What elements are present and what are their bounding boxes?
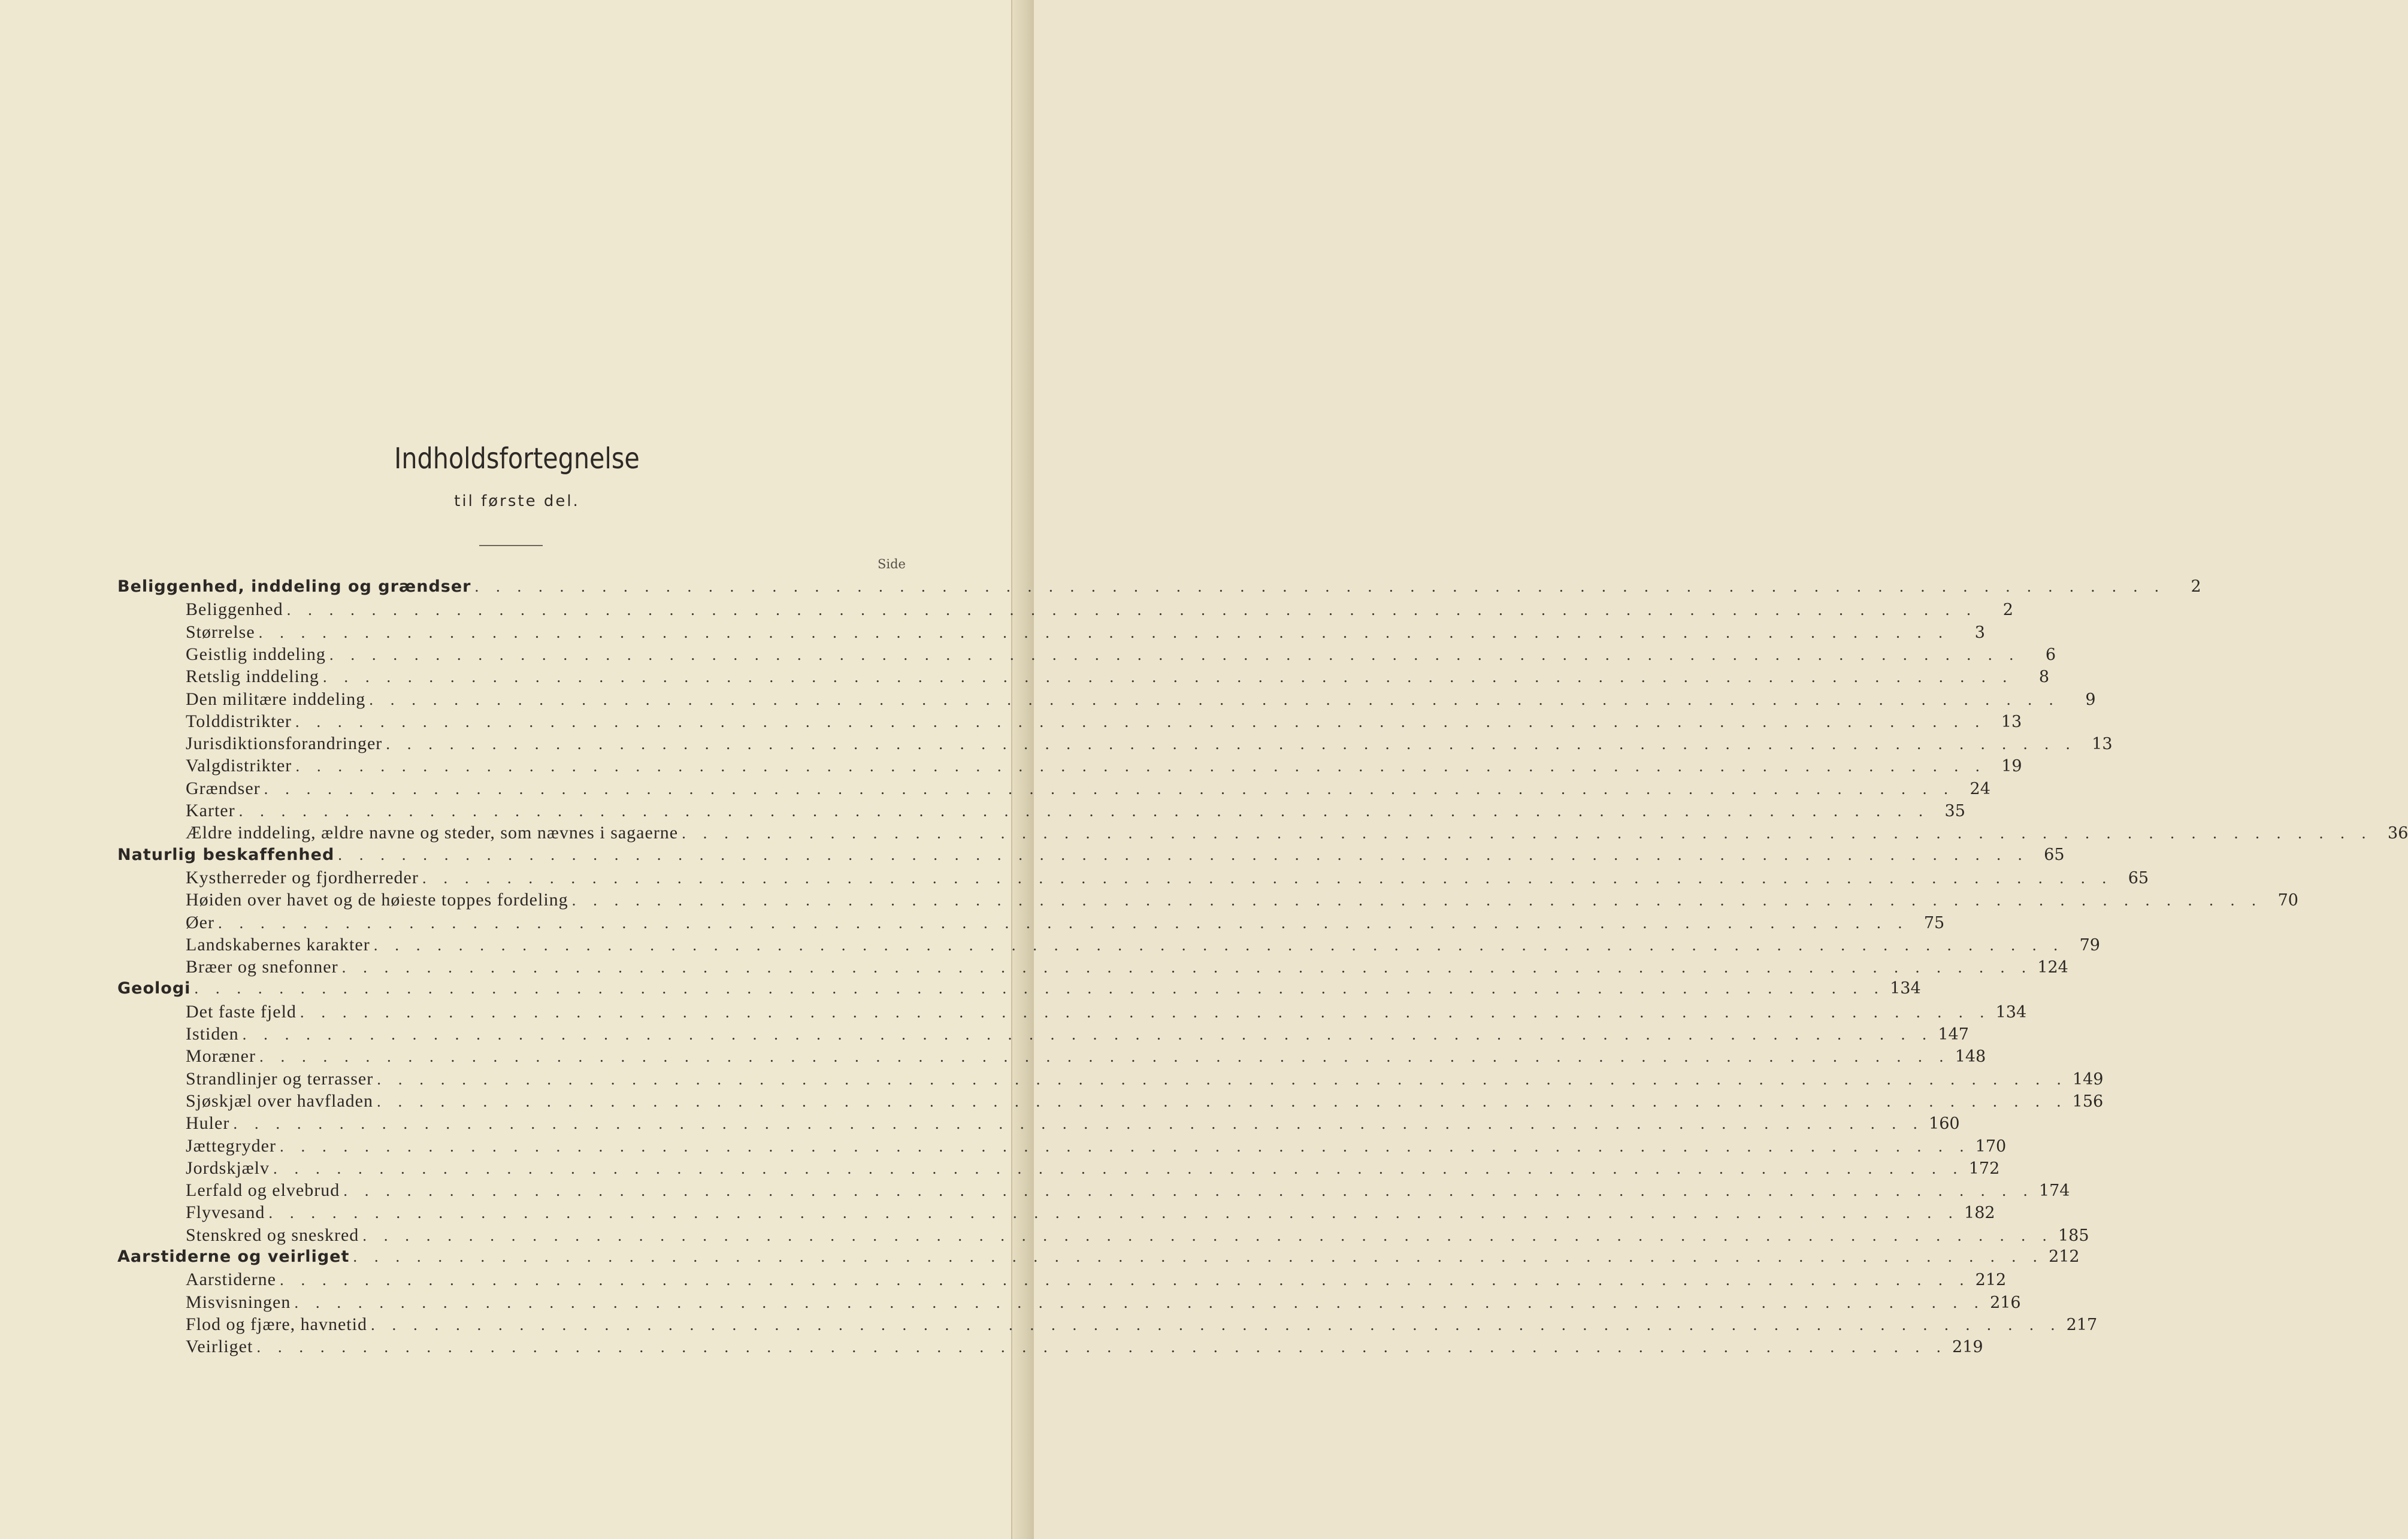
toc-entry [186,1136,2007,1158]
dot-leader: . . . . . . . . . . . . . . . . . . . . . . . . . . . . . . . . . . . . . . . . . . . . . . . . . . . . . . . . . . . . . . . . . . . . . . . . . . . . . . . . [422,869,2113,887]
toc-entry [186,1158,2000,1180]
dot-leader: . . . . . . . . . . . . . . . . . . . . . . . . . . . . . . . . . . . . . . . . . . . . . . . . . . . . . . . . . . . . . . . . . . . . . . . . . . . . . . . . [295,757,1986,775]
dot-leader: . . . . . . . . . . . . . . . . . . . . . . . . . . . . . . . . . . . . . . . . . . . . . . . . . . . . . . . . . . . . . . . . . . . . . . . . . . . . . . . . [279,1271,1971,1289]
toc-section-entry [117,979,1921,1001]
toc-entry-title: Geistlig inddeling [186,644,326,664]
dot-leader: . . . . . . . . . . . . . . . . . . . . . . . . . . . . . . . . . . . . . . . . . . . . . . . . . . . . . . . . . . . . . . . . . . . . . . . . . . . . . . . . [322,668,2014,686]
toc-page-number: 172 [1968,1159,2000,1178]
toc-entry-title: Kystherreder og fjordherreder [186,868,419,887]
toc-page-number: 134 [1890,979,1921,998]
toc-entry [186,644,2056,666]
toc-entry-title: Det faste fjeld [186,1002,297,1022]
page-subtitle: til første del. [454,492,580,510]
toc-entry [186,801,1965,822]
toc-page-number: 8 [2038,668,2050,686]
toc-page-number: 13 [2001,713,2022,731]
toc-entry [186,1113,1960,1135]
toc-page-number: 212 [2049,1247,2080,1266]
toc-entry [186,689,2096,711]
toc-entry-title: Retslig inddeling [186,667,319,686]
toc-entry [186,1314,2098,1336]
dot-leader: . . . . . . . . . . . . . . . . . . . . . . . . . . . . . . . . . . . . . . . . . . . . . . . . . . . . . . . . . . . . . . . . . . . . . . . . . . . . . . . . [295,713,1986,731]
toc-page-number: 3 [1974,623,1985,642]
toc-page-number: 2 [2002,601,2013,619]
toc-entry-title: Lerfald og elvebrud [186,1180,340,1200]
toc-page-number: 24 [1970,780,1990,798]
toc-page-number: 174 [2038,1181,2070,1200]
toc-entry-title: Jurisdiktionsforandringer [186,734,383,753]
toc-entry [186,711,2022,733]
toc-entry [186,622,1985,644]
dot-leader: . . . . . . . . . . . . . . . . . . . . . . . . . . . . . . . . . . . . . . . . . . . . . . . . . . . . . . . . . . . . . . . . . . . . . . . . . . . . . . . . [682,824,2373,842]
toc-entry-title: Landskabernes karakter [186,935,370,955]
toc-entry-title: Stenskred og sneskred [186,1225,359,1245]
toc-entry-title: Tolddistrikter [186,711,292,731]
page-column-header: Side [878,557,906,571]
dot-leader: . . . . . . . . . . . . . . . . . . . . . . . . . . . . . . . . . . . . . . . . . . . . . . . . . . . . . . . . . . . . . . . . . . . . . . . . . . . . . . . . [370,1316,2062,1334]
toc-entry [186,778,1990,800]
dot-leader: . . . . . . . . . . . . . . . . . . . . . . . . . . . . . . . . . . . . . . . . . . . . . . . . . . . . . . . . . . . . . . . . . . . . . . . . . . . . . . . . [259,1047,1950,1065]
toc-page-number: 36 [2388,824,2408,843]
toc-page-number: 160 [1929,1114,1960,1133]
dot-leader: . . . . . . . . . . . . . . . . . . . . . . . . . . . . . . . . . . . . . . . . . . . . . . . . . . . . . . . . . . . . . . . . . . . . . . . . . . . . . . . . [258,623,1949,641]
toc-page-number: 185 [2058,1226,2089,1245]
toc-entry-title: Flyvesand [186,1202,265,1222]
toc-page-number: 216 [1990,1293,2021,1312]
toc-entry [186,935,2100,956]
dot-leader: . . . . . . . . . . . . . . . . . . . . . . . . . . . . . . . . . . . . . . . . . . . . . . . . . . . . . . . . . . . . . . . . . . . . . . . . . . . . . . . . [329,646,2020,664]
toc-entry-title: Moræner [186,1046,256,1066]
toc-page-number: 9 [2085,690,2096,709]
toc-entry-title: Aarstiderne [186,1270,276,1289]
toc-page-number: 147 [1938,1025,1969,1044]
toc-entry-title: Veirliget [186,1337,253,1356]
toc-entry [186,1270,2007,1291]
toc-entry [186,1024,1969,1046]
dot-leader: . . . . . . . . . . . . . . . . . . . . . . . . . . . . . . . . . . . . . . . . . . . . . . . . . . . . . . . . . . . . . . . . . . . . . . . . . . . . . . . . [353,1247,2044,1265]
toc-entry [186,599,2013,621]
dot-leader: . . . . . . . . . . . . . . . . . . . . . . . . . . . . . . . . . . . . . . . . . . . . . . . . . . . . . . . . . . . . . . . . . . . . . . . . . . . . . . . . [571,891,2262,909]
dot-leader: . . . . . . . . . . . . . . . . . . . . . . . . . . . . . . . . . . . . . . . . . . . . . . . . . . . . . . . . . . . . . . . . . . . . . . . . . . . . . . . . [233,1114,1924,1132]
toc-entry [186,1069,2104,1090]
toc-entry [186,1046,1986,1068]
dot-leader: . . . . . . . . . . . . . . . . . . . . . . . . . . . . . . . . . . . . . . . . . . . . . . . . . . . . . . . . . . . . . . . . . . . . . . . . . . . . . . . . [377,1070,2068,1088]
toc-entry-title: Flod og fjære, havnetid [186,1314,367,1334]
dot-leader: . . . . . . . . . . . . . . . . . . . . . . . . . . . . . . . . . . . . . . . . . . . . . . . . . . . . . . . . . . . . . . . . . . . . . . . . . . . . . . . . [300,1003,1991,1021]
toc-entry-title: Øer [186,913,214,932]
dot-leader: . . . . . . . . . . . . . . . . . . . . . . . . . . . . . . . . . . . . . . . . . . . . . . . . . . . . . . . . . . . . . . . . . . . . . . . . . . . . . . . . [264,780,1955,798]
toc-entry-title: Bræer og snefonner [186,957,338,977]
dot-leader: . . . . . . . . . . . . . . . . . . . . . . . . . . . . . . . . . . . . . . . . . . . . . . . . . . . . . . . . . . . . . . . . . . . . . . . . . . . . . . . . [369,690,2060,708]
toc-page-number: 79 [2079,936,2100,955]
toc-entry [186,667,2050,688]
toc-page-number: 156 [2072,1092,2104,1111]
dot-leader: . . . . . . . . . . . . . . . . . . . . . . . . . . . . . . . . . . . . . . . . . . . . . . . . . . . . . . . . . . . . . . . . . . . . . . . . . . . . . . . . [242,1025,1933,1043]
toc-section-entry [117,846,2065,867]
dot-leader: . . . . . . . . . . . . . . . . . . . . . . . . . . . . . . . . . . . . . . . . . . . . . . . . . . . . . . . . . . . . . . . . . . . . . . . . . . . . . . . . [386,735,2077,753]
toc-page-number: 170 [1975,1137,2007,1156]
toc-page-number: 212 [1975,1271,2007,1289]
toc-entry-title: Sjøskjæl over havfladen [186,1091,373,1111]
toc-page-number: 134 [1995,1003,2027,1022]
toc-entry [186,756,2022,777]
toc-entry-title: Geologi [117,979,191,998]
dot-leader: . . . . . . . . . . . . . . . . . . . . . . . . . . . . . . . . . . . . . . . . . . . . . . . . . . . . . . . . . . . . . . . . . . . . . . . . . . . . . . . . [373,936,2064,954]
toc-page-number: 148 [1955,1047,1986,1066]
toc-entry-title: Strandlinjer og terrasser [186,1069,374,1089]
dot-leader: . . . . . . . . . . . . . . . . . . . . . . . . . . . . . . . . . . . . . . . . . . . . . . . . . . . . . . . . . . . . . . . . . . . . . . . . . . . . . . . . [341,958,2032,976]
toc-entry [186,890,2298,911]
toc-entry-title: Jordskjælv [186,1158,270,1178]
toc-page-number: 70 [2277,891,2298,910]
toc-page-number: 182 [1964,1204,1995,1222]
toc-entry-title: Misvisningen [186,1292,291,1312]
toc-page-number: 35 [1944,802,1965,820]
toc-page-number: 65 [2044,846,2065,864]
dot-leader: . . . . . . . . . . . . . . . . . . . . . . . . . . . . . . . . . . . . . . . . . . . . . . . . . . . . . . . . . . . . . . . . . . . . . . . . . . . . . . . . [474,577,2165,595]
toc-entry-title: Istiden [186,1024,239,1044]
dot-leader: . . . . . . . . . . . . . . . . . . . . . . . . . . . . . . . . . . . . . . . . . . . . . . . . . . . . . . . . . . . . . . . . . . . . . . . . . . . . . . . . [273,1159,1964,1177]
dot-leader: . . . . . . . . . . . . . . . . . . . . . . . . . . . . . . . . . . . . . . . . . . . . . . . . . . . . . . . . . . . . . . . . . . . . . . . . . . . . . . . . [279,1137,1971,1155]
dot-leader: . . . . . . . . . . . . . . . . . . . . . . . . . . . . . . . . . . . . . . . . . . . . . . . . . . . . . . . . . . . . . . . . . . . . . . . . . . . . . . . . [194,979,1885,997]
dot-leader: . . . . . . . . . . . . . . . . . . . . . . . . . . . . . . . . . . . . . . . . . . . . . . . . . . . . . . . . . . . . . . . . . . . . . . . . . . . . . . . . [256,1338,1947,1356]
page-title: Indholdsfortegnelse [394,442,640,475]
dot-leader: . . . . . . . . . . . . . . . . . . . . . . . . . . . . . . . . . . . . . . . . . . . . . . . . . . . . . . . . . . . . . . . . . . . . . . . . . . . . . . . . [238,802,1929,820]
toc-entry-title: Grændser [186,778,261,798]
dot-leader: . . . . . . . . . . . . . . . . . . . . . . . . . . . . . . . . . . . . . . . . . . . . . . . . . . . . . . . . . . . . . . . . . . . . . . . . . . . . . . . . [294,1293,1985,1311]
toc-page-number: 75 [1923,914,1945,932]
toc-entry [186,868,2149,889]
toc-entry [186,957,2068,978]
toc-entry-title: Huler [186,1113,230,1133]
dot-leader: . . . . . . . . . . . . . . . . . . . . . . . . . . . . . . . . . . . . . . . . . . . . . . . . . . . . . . . . . . . . . . . . . . . . . . . . . . . . . . . . [338,846,2029,864]
toc-entry [186,1091,2104,1113]
toc-entry-title: Valgdistrikter [186,756,292,775]
toc-entry-title: Beliggenhed [186,599,283,619]
toc-entry-title: Naturlig beskaffenhed [117,846,335,864]
dot-leader: . . . . . . . . . . . . . . . . . . . . . . . . . . . . . . . . . . . . . . . . . . . . . . . . . . . . . . . . . . . . . . . . . . . . . . . . . . . . . . . . [362,1226,2053,1244]
toc-entry [186,1337,1983,1358]
toc-page-number: 6 [2045,646,2056,664]
toc-page-number: 2 [2191,577,2201,596]
toc-page-number: 217 [2066,1316,2098,1334]
toc-entry-title: Beliggenhed, inddeling og grændser [117,577,471,596]
toc-entry-title: Jættegryder [186,1136,276,1156]
toc-entry [186,1002,2027,1023]
toc-entry-title: Den militære inddeling [186,689,366,709]
toc-page-number: 19 [2001,757,2022,775]
toc-entry-title: Størrelse [186,622,255,642]
toc-entry-title: Ældre inddeling, ældre navne og steder, som nævnes i sagaerne [186,823,679,843]
dot-leader: . . . . . . . . . . . . . . . . . . . . . . . . . . . . . . . . . . . . . . . . . . . . . . . . . . . . . . . . . . . . . . . . . . . . . . . . . . . . . . . . [268,1204,1959,1222]
toc-entry [186,1180,2070,1202]
toc-entry [186,913,1945,934]
toc-entry [186,823,2408,844]
dot-leader: . . . . . . . . . . . . . . . . . . . . . . . . . . . . . . . . . . . . . . . . . . . . . . . . . . . . . . . . . . . . . . . . . . . . . . . . . . . . . . . . [217,914,1909,932]
toc-entry [186,734,2113,755]
dot-leader: . . . . . . . . . . . . . . . . . . . . . . . . . . . . . . . . . . . . . . . . . . . . . . . . . . . . . . . . . . . . . . . . . . . . . . . . . . . . . . . . [376,1092,2068,1110]
toc-page-number: 219 [1952,1338,1983,1356]
toc-page-number: 149 [2072,1070,2104,1089]
toc-entry-title: Høiden over havet og de høieste toppes fordeling [186,890,568,910]
toc-entry-title: Aarstiderne og veirliget [117,1247,350,1266]
toc-entry [186,1225,2089,1247]
toc-page-number: 65 [2128,869,2149,887]
dot-leader: . . . . . . . . . . . . . . . . . . . . . . . . . . . . . . . . . . . . . . . . . . . . . . . . . . . . . . . . . . . . . . . . . . . . . . . . . . . . . . . . [343,1181,2034,1199]
dot-leader: . . . . . . . . . . . . . . . . . . . . . . . . . . . . . . . . . . . . . . . . . . . . . . . . . . . . . . . . . . . . . . . . . . . . . . . . . . . . . . . . [286,601,1977,619]
toc-section-entry [117,577,2201,599]
toc-section-entry [117,1247,2080,1269]
toc-entry [186,1202,1995,1224]
toc-entry [186,1292,2021,1314]
toc-entry-title: Karter [186,801,235,820]
toc-page-number: 13 [2092,735,2113,753]
toc-page-number: 124 [2037,958,2068,977]
